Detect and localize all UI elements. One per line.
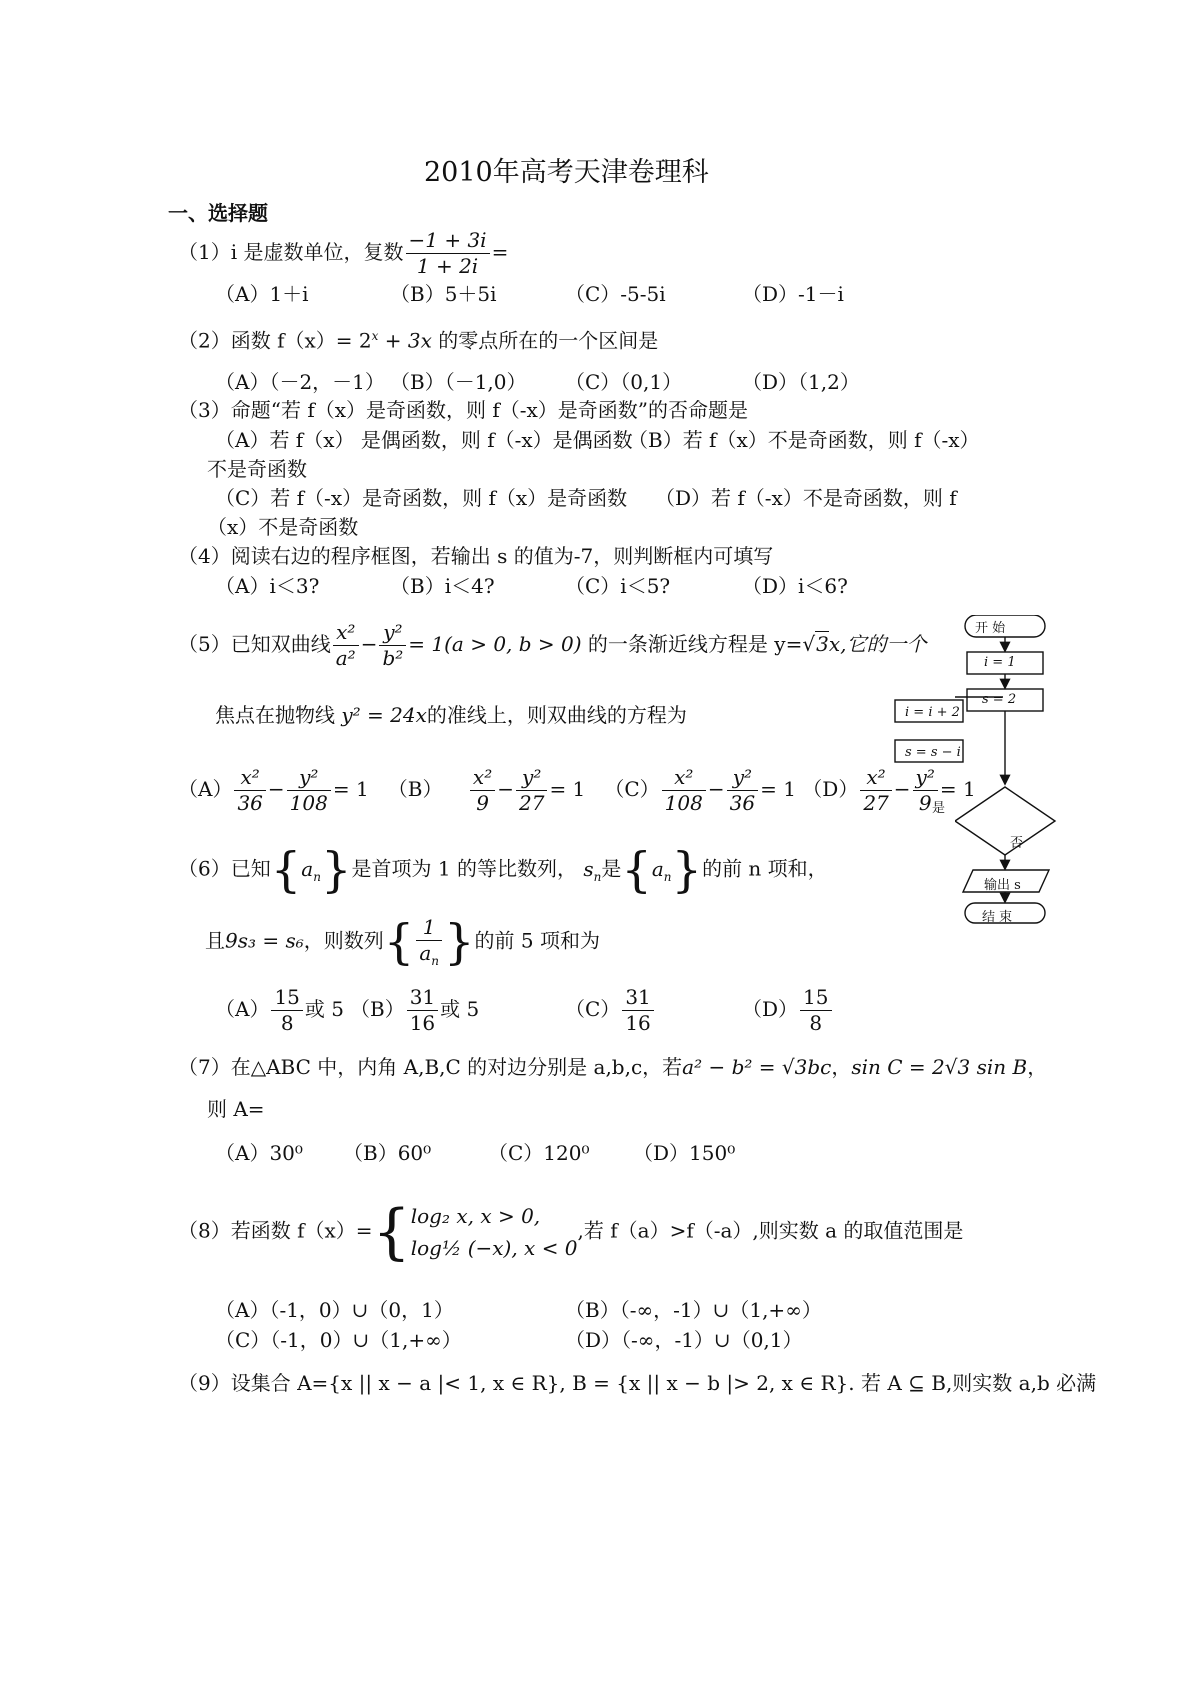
option-d: （D）（1,2） bbox=[742, 370, 860, 394]
option-b: （B）i＜4? bbox=[390, 574, 495, 598]
option-b: （B）若 f（x）不是奇函数，则 f（-x） bbox=[628, 428, 980, 452]
option-b: （B） $\frac{31}{16}$ 或 5 bbox=[350, 985, 480, 1035]
question-1: （1）i 是虚数单位，复数 $\frac{-1 + 3i}{1 + 2i}$ = bbox=[178, 228, 509, 278]
option-c: （C）若 f（-x）是奇函数，则 f（x）是奇函数 bbox=[215, 486, 628, 510]
question-6-line2: 且9s₃ = s₆，则数列{ $\frac{1}{a_n}$ }的前 5 项和为 bbox=[205, 914, 600, 970]
option-c: （C）-5-5i bbox=[565, 282, 666, 306]
option-b-cont: 不是奇函数 bbox=[207, 457, 307, 481]
program-flowchart bbox=[955, 615, 1095, 925]
fraction: $\frac{-1 + 3i}{1 + 2i}$ bbox=[406, 228, 490, 279]
option-a: （A） $\frac{15}{8}$ 或 5 bbox=[215, 985, 344, 1035]
option-a: （A）（-1，0）∪（0，1） bbox=[215, 1298, 454, 1322]
option-d: （D）150⁰ bbox=[633, 1141, 736, 1165]
option-c: （C）120⁰ bbox=[488, 1141, 590, 1165]
question-number: （2） bbox=[178, 328, 231, 353]
option-d: （D）-1－i bbox=[742, 282, 844, 306]
option-b: （B）（－1,0） bbox=[390, 370, 527, 394]
option-d: （D） bbox=[802, 777, 859, 801]
flow-output-label: 输出 s bbox=[984, 878, 1021, 893]
question-7-line2: 则 A= bbox=[207, 1097, 265, 1121]
question-number: （1） bbox=[178, 240, 231, 264]
option-a: （A）i＜3? bbox=[215, 574, 320, 598]
option-a: （A）30⁰ bbox=[215, 1141, 303, 1165]
decision-diamond bbox=[955, 787, 1055, 855]
option-d: （D）i＜6? bbox=[742, 574, 848, 598]
question-4: （4）阅读右边的程序框图，若输出 s 的值为-7，则判断框内可填写 bbox=[178, 544, 774, 568]
option-a: （A）若 f（x） 是偶函数，则 f（-x）是偶函数 bbox=[215, 428, 633, 452]
flow-end-label: 结 束 bbox=[982, 910, 1013, 925]
flow-start-label: 开 始 bbox=[975, 621, 1006, 636]
flow-yes-label: 是 bbox=[932, 801, 946, 816]
option-b: （B）5＋5i bbox=[390, 282, 497, 306]
question-text: i 是虚数单位，复数 bbox=[230, 240, 404, 264]
option-b: （B） bbox=[387, 777, 443, 801]
question-2: （2）函数 $f(x)= 2^x + 3x$ 的零点所在的一个区间是 bbox=[178, 328, 659, 353]
option-c: （C） $\frac{31}{16}$ bbox=[565, 985, 656, 1036]
option-d-cont: （x）不是奇函数 bbox=[207, 515, 359, 539]
question-3: （3）命题“若 f（x）是奇函数，则 f（-x）是奇函数”的否命题是 bbox=[178, 398, 749, 422]
section-heading: 一、选择题 bbox=[168, 201, 268, 225]
option-c: （C）（-1，0）∪（1,+∞） bbox=[215, 1328, 462, 1352]
option-a: （A）1＋i bbox=[215, 282, 309, 306]
question-5: （5）已知双曲线 $\frac{\text{x²}}{\text{a²}}$ − $\frac{\text{y²}}{\text{b²}}$ = 1(a > 0, b > 0) 的一条渐近线方程是 y=√3x,它的一个 bbox=[178, 620, 927, 670]
question-5-options: （A） $\frac{\text{x²}}{36}$ − $\frac{\text{y²}}{108}$ = 1 （B） $\frac{\text{x²}}{9}$ − $\frac{\text{y²}}{27}$ = 1 （C） $\frac{\text{x²}}{108}$ − $\frac{\text{y²}}{36}$ = 1 （D） $\frac{\text{x²}}{27}$ − $\frac{\text{y²}}{9}$ = 1 bbox=[178, 765, 976, 815]
option-c: （C）（0,1） bbox=[565, 370, 683, 394]
option-b: （B）60⁰ bbox=[343, 1141, 432, 1165]
flow-update-s-label: s = s − i bbox=[905, 745, 961, 760]
flow-update-i-label: i = i + 2 bbox=[905, 705, 960, 720]
question-9: （9）设集合 A={x || x − a |< 1, x ∈ R}, B = {x || x − b |> 2, x ∈ R}. 若 A ⊆ B,则实数 a,b 必满 bbox=[178, 1371, 1097, 1395]
option-a: （A）（－2，－1） bbox=[215, 370, 385, 394]
question-6: （6）已知$\{a_n\}$是首项为 1 的等比数列， $s_n$是$\{a_n\}$的前 n 项和， bbox=[178, 842, 828, 898]
flow-init-i-label: i = 1 bbox=[984, 655, 1016, 670]
option-d: （D）（-∞，-1）∪（0,1） bbox=[565, 1328, 803, 1352]
option-a: （A） bbox=[178, 777, 233, 801]
option-d: （D） $\frac{15}{8}$ bbox=[742, 985, 834, 1036]
question-5-line2: 焦点在抛物线 y² = 24x的准线上，则双曲线的方程为 bbox=[215, 703, 687, 727]
flow-no-label: 否 bbox=[1010, 836, 1024, 851]
question-8: （8）若函数 f（x）={log₂ x, x > 0, log½ (−x), x < 0,若 f（a）>f（-a）,则实数 a 的取值范围是 bbox=[178, 1197, 964, 1267]
option-d: （D）若 f（-x）不是奇函数，则 f bbox=[655, 486, 957, 510]
option-c: （C） bbox=[604, 777, 660, 801]
page-title: 2010年高考天津卷理科 bbox=[424, 157, 709, 188]
question-7: （7）在△ABC 中，内角 A,B,C 的对边分别是 a,b,c，若a² − b² = √3bc，sin C = 2√3 sin B， bbox=[178, 1055, 1048, 1079]
flow-init-s-label: s = 2 bbox=[982, 692, 1017, 707]
option-c: （C）i＜5? bbox=[565, 574, 671, 598]
option-b: （B）（-∞，-1）∪（1,+∞） bbox=[565, 1298, 822, 1322]
